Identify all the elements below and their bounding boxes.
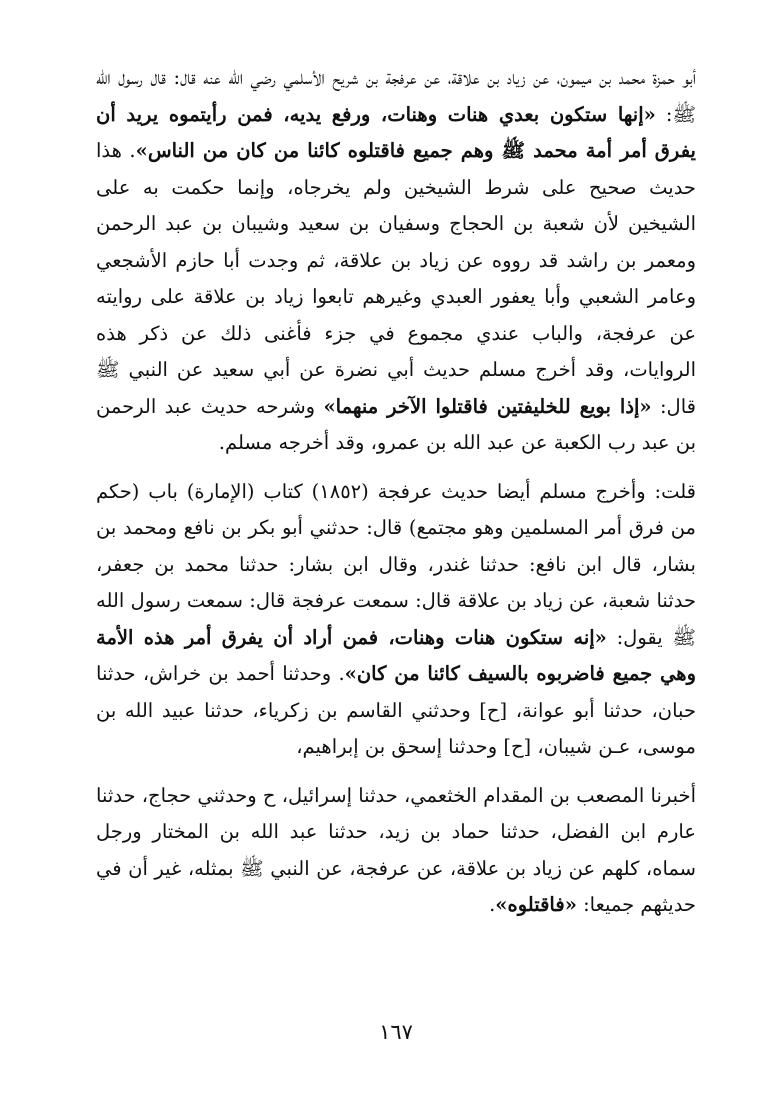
text-segment: قلت: وأخرج مسلم أيضا حديث عرفجة (١٨٥٢) كتاب (الإمارة) باب (حكم من فرق أمر المسلمين وهو مجتمع) قال: حدثني أبو بكر بن نافع ومحمد بن بشار، قال ابن نافع: حدثنا غندر، وقال ابن بشار: حدثنا محمد بن جعفر، حدثنا شعبة، عن زياد بن علاقة قال: سمعت عرفجة قال: سمعت رسول الله ﷺ يقول: [96, 479, 697, 649]
hadith-quote: «إذا بويع للخليفتين فاقتلوا الآخر منهما» [323, 394, 652, 418]
page-number: ١٦٧ [379, 1020, 413, 1044]
hadith-quote: «فاقتلوه» [495, 893, 577, 916]
text-segment: . وحدثنا أحمد بن خراش، حدثنا حبان، حدثنا أبو عوانة، [ح] وحدثني القاسم بن زكرياء، حدثنا عبيد الله بن موسى، عـن شيبان، [ح] وحدثنا إسحق بن إبراهيم، [96, 662, 696, 758]
paragraph-muslim-takhrij [96, 474, 696, 766]
text-segment: . هذا حديث صحيح على شرط الشيخين ولم يخرجاه، وإنما حكمت به على الشيخين لأن شعبة بن الحجاج وسفيان بن سعيد وشيبان بن عبد الرحمن ومعمر بن راشد قد رووه عن زياد بن علاقة، ثم وجدت أبا حازم الأشجعي وعامر الشعبي وأبا يعفور العبدي وغيرهم تابعوا زياد بن علاقة على روايته عن عرفجة، والباب عندي مجموع في جزء فأغنى ذلك عن ذكر هذه الروايات، وقد أخرج مسلم حديث أبي نضرة عن أبي سعيد عن النبي ﷺ قال: [96, 139, 696, 418]
paragraph-hadith-arfaja [96, 60, 696, 462]
book-page [96, 60, 696, 1080]
text-segment: . [489, 893, 496, 916]
text-segment: أبو حمزة محمد بن ميمون، عن زياد بن علاقة، عن عرفجة بن شريح الأسلمي رضي الله عنه قال: قال رسول الله ﷺ: [96, 66, 697, 126]
text-segment: أخبرنا المصعب بن المقدام الخثعمي، حدثنا إسرائيل، ح وحدثني حجاج، حدثنا عارم ابن الفضل، حدثنا حماد بن زيد، حدثنا عبد الله بن المختار ورجل سماه، كلهم عن زياد بن علاقة، عن عرفجة، عن النبي ﷺ بمثله، غير أن في حديثهم جميعا: [96, 783, 696, 916]
text-segment: وشرحه حديث عبد الرحمن بن عبد رب الكعبة عن عبد الله بن عمرو، وقد أخرجه مسلم. [96, 394, 696, 454]
hadith-quote: «إنه ستكون هنات وهنات، فمن أراد أن يفرق أمر هذه الأمة وهي جميع فاضربوه بالسيف كائنا من كان» [96, 625, 696, 685]
paragraph-isnad-continuation [96, 778, 696, 924]
hadith-quote: «إنها ستكون بعدي هنات وهنات، ورفع يديه، فمن رأيتموه يريد أن يفرق أمر أمة محمد ﷺ وهم جميع فاقتلوه كائنا من كان من الناس» [96, 102, 696, 162]
